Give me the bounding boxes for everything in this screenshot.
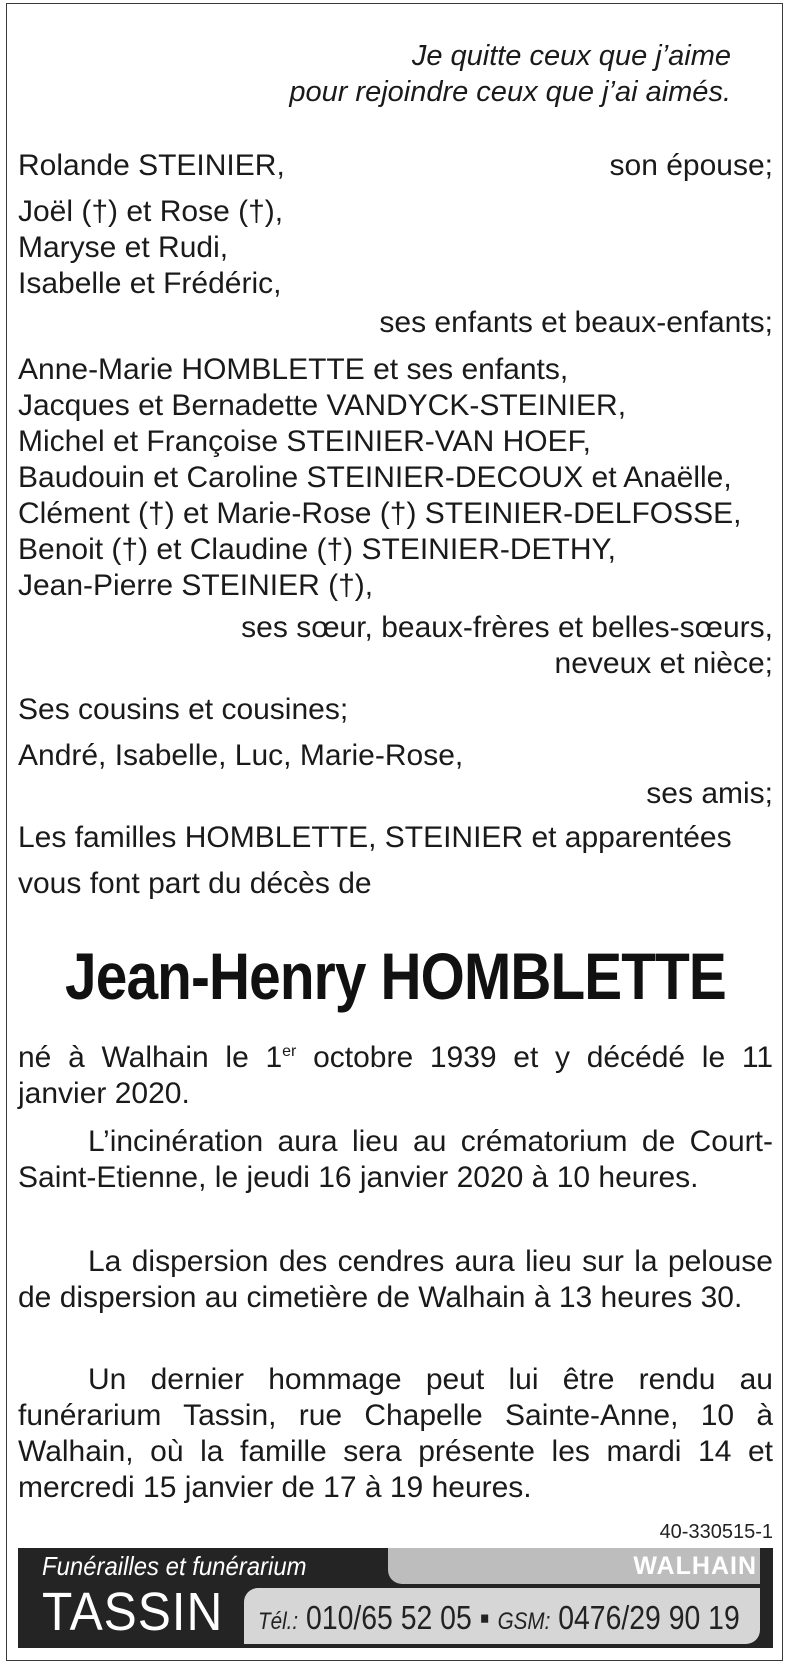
separator-icon: ▪ [479,1599,490,1636]
child-line: Joël (†) et Rose (†), [18,195,284,228]
banner-contact [258,1598,740,1642]
gsm-number: 0476/29 90 19 [558,1599,740,1636]
announce-line: vous font part du décès de [18,867,372,900]
sibling-line: Michel et Françoise STEINIER-VAN HOEF, [18,425,591,458]
sibling-line: Baudouin et Caroline STEINIER-DECOUX et Anaëlle, [18,461,732,494]
tel-number: 010/65 52 05 [306,1599,472,1636]
incineration-paragraph: L’incinération aura lieu au crématorium de Court-Saint-Etienne, le jeudi 16 janvier 2020 à 10 heures. [18,1125,773,1194]
epigraph-line-1: Je quitte ceux que j’aime [411,40,731,72]
child-line: Isabelle et Frédéric, [18,267,282,300]
sibling-line: Benoit (†) et Claudine (†) STEINIER-DETHY, [18,533,616,566]
sibling-line: Clément (†) et Marie-Rose (†) STEINIER-DELFOSSE, [18,497,742,530]
banner-city: WALHAIN [633,1552,757,1580]
birth-text-b: octobre 1939 et y décédé le 11 janvier 2020. [18,1041,773,1110]
sibling-line: Jacques et Bernadette VANDYCK-STEINIER, [18,389,627,422]
siblings-role-1: ses sœur, beaux-frères et belles-sœurs, [241,611,773,644]
families-line: Les familles HOMBLETTE, STEINIER et apparentées [18,821,732,854]
hommage-paragraph: Un dernier hommage peut lui être rendu au funérarium Tassin, rue Chapelle Sainte-Anne, 10 à Walhain, où la famille sera présente les mardi 14 et mercredi 15 janvier de 17 à 19 heures. [18,1363,773,1504]
friends-role: ses amis; [646,777,773,810]
birth-ordinal: er [282,1043,297,1060]
birth-death-paragraph [18,1040,773,1112]
spouse-role: son épouse; [609,149,773,182]
tel-label: Tél.: [258,1608,299,1635]
friends-line: André, Isabelle, Luc, Marie-Rose, [18,739,464,772]
deceased-name: Jean-Henry HOMBLETTE [65,939,726,1013]
spouse-name: Rolande STEINIER, [18,149,285,182]
reference-number: 40-330515-1 [659,1521,773,1543]
birth-text-a: né à Walhain le 1 [18,1041,283,1074]
sibling-line: Anne-Marie HOMBLETTE et ses enfants, [18,353,569,386]
dispersion-paragraph: La dispersion des cendres aura lieu sur la pelouse de dispersion au cimetière de Walhain à 13 heures 30. [18,1245,773,1314]
siblings-role-2: neveux et nièce; [554,647,773,680]
children-role: ses enfants et beaux-enfants; [379,306,773,339]
child-line: Maryse et Rudi, [18,231,229,264]
sibling-line: Jean-Pierre STEINIER (†), [18,569,374,602]
banner-brand: TASSIN [42,1582,224,1642]
gsm-label: GSM: [497,1608,551,1635]
cousins-line: Ses cousins et cousines; [18,693,349,726]
banner-subtitle: Funérailles et funérarium [42,1551,307,1581]
funeral-home-banner [18,1548,773,1648]
epigraph-line-2: pour rejoindre ceux que j’ai aimés. [289,76,731,108]
